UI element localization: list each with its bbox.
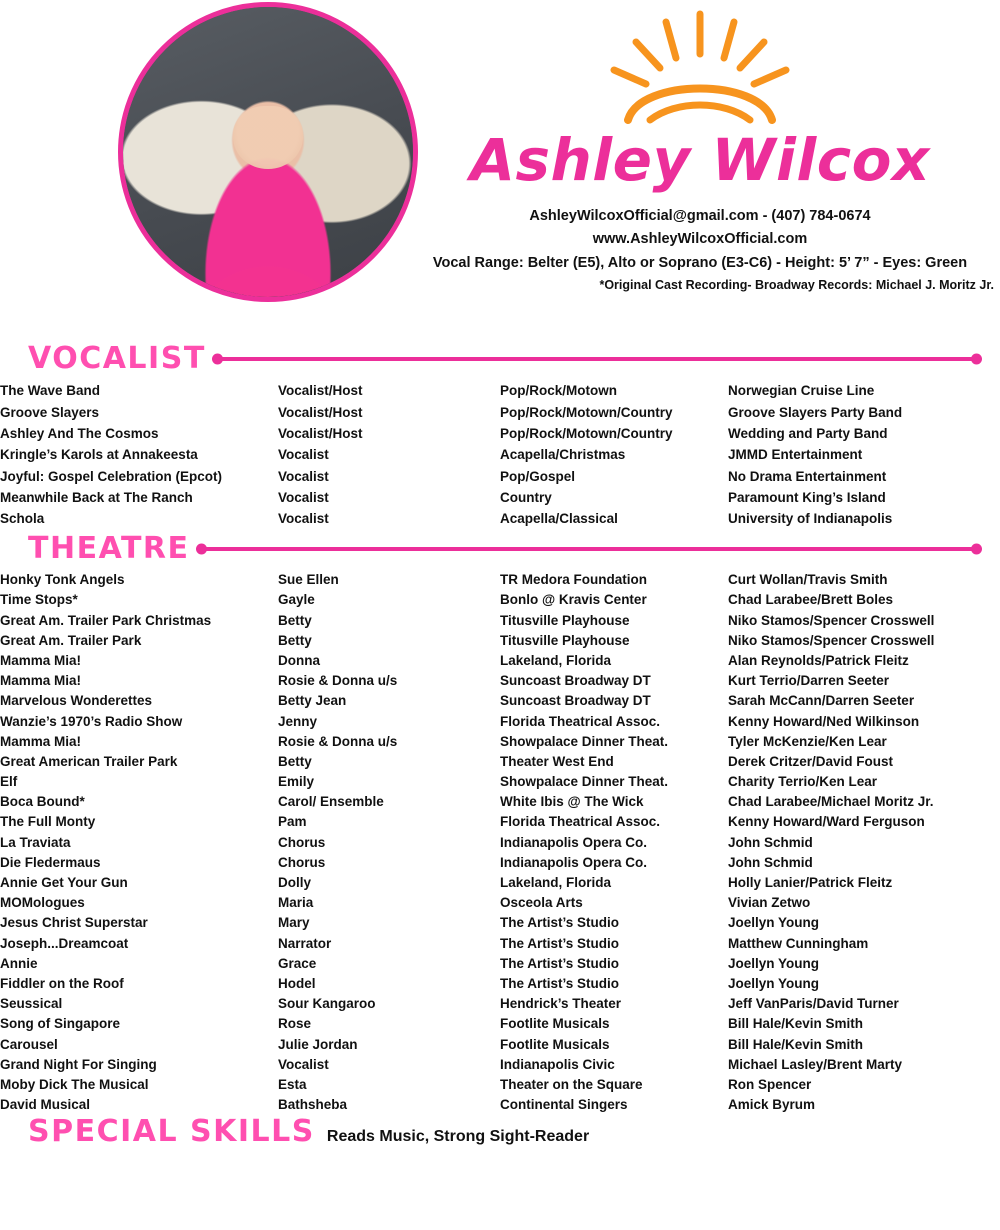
credit-role: Julie Jordan: [278, 1036, 358, 1052]
table-row: [0, 487, 1000, 508]
credit-venue: The Artist’s Studio: [500, 975, 620, 991]
credit-director: Niko Stamos/Spencer Crosswell: [728, 632, 935, 648]
table-row: [0, 953, 1000, 973]
table-row: [0, 792, 1000, 812]
credit-production: Joseph...Dreamcoat: [0, 935, 129, 951]
table-row: [0, 1095, 1000, 1115]
resume-header: [0, 0, 1000, 340]
credit-director: Holly Lanier/Patrick Fleitz: [728, 875, 893, 891]
credit-venue: Continental Singers: [500, 1097, 628, 1113]
section-theatre: [0, 530, 1000, 1115]
section-heading-vocalist: [0, 341, 1000, 376]
credit-director: Ron Spencer: [728, 1076, 812, 1092]
credit-production: The Full Monty: [0, 814, 96, 830]
credit-director: Niko Stamos/Spencer Crosswell: [728, 612, 935, 628]
sunburst-logo-icon: [580, 8, 820, 128]
table-row: [0, 913, 1000, 933]
credit-production: Moby Dick The Musical: [0, 1076, 149, 1092]
credit-production: Annie Get Your Gun: [0, 875, 128, 891]
credit-production: Jesus Christ Superstar: [0, 915, 148, 931]
credit-production: Marvelous Wonderettes: [0, 693, 153, 709]
credit-production: Mamma Mia!: [0, 652, 82, 668]
credit-production: Annie: [0, 955, 38, 971]
credit-company: Wedding and Party Band: [728, 425, 888, 441]
credit-genre: Country: [500, 490, 552, 506]
credit-venue: Florida Theatrical Assoc.: [500, 814, 661, 830]
credit-venue: White Ibis @ The Wick: [500, 794, 644, 810]
section-heading-theatre: [0, 530, 1000, 566]
headshot-image: [123, 7, 413, 297]
headshot-photo: [118, 2, 418, 302]
credit-production: Elf: [0, 774, 18, 790]
table-row: [0, 711, 1000, 731]
table-row: [0, 772, 1000, 792]
credit-role: Vocalist: [278, 447, 329, 463]
credit-role: Rosie & Donna u/s: [278, 733, 398, 749]
credit-genre: Acapella/Classical: [500, 511, 618, 527]
credit-venue: Titusville Playhouse: [500, 632, 630, 648]
table-row: [0, 590, 1000, 610]
credit-role: Betty Jean: [278, 693, 347, 709]
credit-production: Great Am. Trailer Park: [0, 632, 142, 648]
credit-role: Rose: [278, 1016, 312, 1032]
credit-company: University of Indianapolis: [728, 511, 893, 527]
table-row: [0, 893, 1000, 913]
credit-director: Alan Reynolds/Patrick Fleitz: [728, 652, 909, 668]
credit-director: Jeff VanParis/David Turner: [728, 996, 899, 1012]
credit-company: JMMD Entertainment: [728, 447, 863, 463]
credit-role: Betty: [278, 632, 312, 648]
table-row: [0, 751, 1000, 771]
credit-director: Joellyn Young: [728, 975, 820, 991]
credit-director: Curt Wollan/Travis Smith: [728, 572, 888, 588]
credit-director: Kurt Terrio/Darren Seeter: [728, 673, 890, 689]
credit-venue: Florida Theatrical Assoc.: [500, 713, 661, 729]
credit-director: Bill Hale/Kevin Smith: [728, 1016, 864, 1032]
table-row: [0, 444, 1000, 465]
credit-genre: Pop/Gospel: [500, 468, 576, 484]
credit-production: Seussical: [0, 996, 63, 1012]
credit-director: John Schmid: [728, 834, 813, 850]
table-row: [0, 933, 1000, 953]
performer-stats: Vocal Range: Belter (E5), Alto or Soprano (E3-C6) - Height: 5’ 7” - Eyes: Green: [432, 254, 968, 271]
credit-role: Betty: [278, 753, 312, 769]
credit-production: Honky Tonk Angels: [0, 572, 125, 588]
section-title-theatre: THEATRE: [28, 530, 190, 566]
credit-genre: Pop/Rock/Motown: [500, 383, 617, 399]
table-row: [0, 401, 1000, 422]
credit-role: Carol/ Ensemble: [278, 794, 384, 810]
credit-director: Charity Terrio/Ken Lear: [728, 774, 878, 790]
theatre-credits-table: [0, 570, 1000, 1115]
credit-production: Schola: [0, 511, 45, 527]
name-block: [400, 0, 1000, 296]
credit-director: Kenny Howard/Ward Ferguson: [728, 814, 925, 830]
table-row: [0, 650, 1000, 670]
credit-director: Chad Larabee/Michael Moritz Jr.: [728, 794, 934, 810]
credit-venue: Indianapolis Opera Co.: [500, 834, 648, 850]
table-row: [0, 731, 1000, 751]
credit-production: Groove Slayers: [0, 404, 100, 420]
credit-venue: Indianapolis Civic: [500, 1056, 615, 1072]
credit-role: Chorus: [278, 854, 326, 870]
credit-production: Meanwhile Back at The Ranch: [0, 490, 193, 506]
credit-venue: The Artist’s Studio: [500, 915, 620, 931]
credit-venue: Lakeland, Florida: [500, 652, 612, 668]
credit-role: Esta: [278, 1076, 307, 1092]
credit-company: No Drama Entertainment: [728, 468, 887, 484]
credit-role: Pam: [278, 814, 307, 830]
contact-block: [400, 205, 1000, 296]
credit-role: Vocalist: [278, 468, 329, 484]
credit-director: Joellyn Young: [728, 915, 820, 931]
credit-role: Vocalist: [278, 490, 329, 506]
section-divider: [200, 547, 978, 551]
credit-director: Tyler McKenzie/Ken Lear: [728, 733, 887, 749]
credit-venue: TR Medora Foundation: [500, 572, 647, 588]
credit-role: Jenny: [278, 713, 318, 729]
credit-venue: The Artist’s Studio: [500, 935, 620, 951]
credit-role: Betty: [278, 612, 312, 628]
credit-director: Sarah McCann/Darren Seeter: [728, 693, 915, 709]
credit-production: Boca Bound*: [0, 794, 85, 810]
credit-production: Fiddler on the Roof: [0, 975, 124, 991]
credit-production: Kringle’s Karols at Annakeesta: [0, 447, 198, 463]
special-skills-text: Reads Music, Strong Sight-Reader: [326, 1127, 590, 1145]
credit-production: The Wave Band: [0, 383, 101, 399]
credit-role: Gayle: [278, 592, 315, 608]
table-row: [0, 466, 1000, 487]
recording-note: *Original Cast Recording- Broadway Records: Michael J. Moritz Jr.: [599, 278, 994, 293]
credit-genre: Acapella/Christmas: [500, 447, 626, 463]
table-row: [0, 671, 1000, 691]
credit-director: Kenny Howard/Ned Wilkinson: [728, 713, 920, 729]
credit-production: Die Fledermaus: [0, 854, 101, 870]
section-vocalist: [0, 341, 1000, 530]
credit-production: Time Stops*: [0, 592, 78, 608]
credit-role: Vocalist/Host: [278, 404, 363, 420]
credit-venue: Footlite Musicals: [500, 1036, 610, 1052]
credit-venue: Theater on the Square: [500, 1076, 643, 1092]
credit-production: Mamma Mia!: [0, 733, 82, 749]
credit-venue: Footlite Musicals: [500, 1016, 610, 1032]
table-row: [0, 812, 1000, 832]
credit-director: Matthew Cunningham: [728, 935, 869, 951]
credit-role: Emily: [278, 774, 315, 790]
credit-role: Maria: [278, 895, 314, 911]
credit-director: Chad Larabee/Brett Boles: [728, 592, 894, 608]
page-title: Ashley Wilcox: [470, 126, 930, 194]
credit-company: Norwegian Cruise Line: [728, 383, 875, 399]
credit-role: Vocalist/Host: [278, 425, 363, 441]
section-title-special-skills: SPECIAL SKILLS: [28, 1113, 315, 1149]
credit-director: Vivian Zetwo: [728, 895, 811, 911]
credit-venue: Suncoast Broadway DT: [500, 673, 651, 689]
table-row: [0, 994, 1000, 1014]
credit-director: Derek Critzer/David Foust: [728, 753, 894, 769]
table-row: [0, 610, 1000, 630]
credit-production: Great American Trailer Park: [0, 753, 178, 769]
table-row: [0, 1074, 1000, 1094]
credit-genre: Pop/Rock/Motown/Country: [500, 404, 673, 420]
table-row: [0, 832, 1000, 852]
credit-production: Wanzie’s 1970’s Radio Show: [0, 713, 183, 729]
credit-venue: Showpalace Dinner Theat.: [500, 733, 669, 749]
table-row: [0, 1054, 1000, 1074]
credit-venue: The Artist’s Studio: [500, 955, 620, 971]
credit-role: Grace: [278, 955, 317, 971]
credit-venue: Hendrick’s Theater: [500, 996, 622, 1012]
credit-director: Michael Lasley/Brent Marty: [728, 1056, 903, 1072]
credit-venue: Showpalace Dinner Theat.: [500, 774, 669, 790]
contact-email-phone: AshleyWilcoxOfficial@gmail.com - (407) 784-0674: [529, 207, 871, 224]
credit-role: Vocalist: [278, 511, 329, 527]
credit-genre: Pop/Rock/Motown/Country: [500, 425, 673, 441]
credit-role: Bathsheba: [278, 1097, 348, 1113]
credit-venue: Suncoast Broadway DT: [500, 693, 651, 709]
credit-role: Vocalist: [278, 1056, 329, 1072]
credit-venue: Titusville Playhouse: [500, 612, 630, 628]
credit-company: Groove Slayers Party Band: [728, 404, 903, 420]
credit-production: Great Am. Trailer Park Christmas: [0, 612, 212, 628]
credit-venue: Indianapolis Opera Co.: [500, 854, 648, 870]
table-row: [0, 570, 1000, 590]
credit-production: MOMologues: [0, 895, 85, 911]
credit-role: Rosie & Donna u/s: [278, 673, 398, 689]
credit-production: Carousel: [0, 1036, 58, 1052]
credit-role: Chorus: [278, 834, 326, 850]
credit-director: John Schmid: [728, 854, 813, 870]
table-row: [0, 630, 1000, 650]
credit-role: Narrator: [278, 935, 332, 951]
table-row: [0, 508, 1000, 529]
table-row: [0, 1034, 1000, 1054]
credit-production: David Musical: [0, 1097, 91, 1113]
section-title-vocalist: VOCALIST: [28, 341, 206, 376]
credit-role: Vocalist/Host: [278, 383, 363, 399]
credit-role: Mary: [278, 915, 310, 931]
credit-role: Hodel: [278, 975, 316, 991]
contact-website: www.AshleyWilcoxOfficial.com: [592, 231, 808, 248]
credit-production: Joyful: Gospel Celebration (Epcot): [0, 468, 223, 484]
credit-production: Grand Night For Singing: [0, 1056, 157, 1072]
credit-production: Ashley And The Cosmos: [0, 425, 159, 441]
credit-production: Mamma Mia!: [0, 673, 82, 689]
credit-role: Sue Ellen: [278, 572, 339, 588]
credit-venue: Bonlo @ Kravis Center: [500, 592, 647, 608]
credit-venue: Osceola Arts: [500, 895, 583, 911]
credit-production: La Traviata: [0, 834, 71, 850]
credit-role: Donna: [278, 652, 320, 668]
vocalist-credits-table: [0, 380, 1000, 530]
credit-director: Joellyn Young: [728, 955, 820, 971]
section-divider: [216, 357, 978, 361]
credit-role: Sour Kangaroo: [278, 996, 376, 1012]
table-row: [0, 423, 1000, 444]
table-row: [0, 872, 1000, 892]
credit-production: Song of Singapore: [0, 1016, 120, 1032]
table-row: [0, 1014, 1000, 1034]
table-row: [0, 852, 1000, 872]
credit-venue: Lakeland, Florida: [500, 875, 612, 891]
section-special-skills: [0, 1113, 1000, 1149]
credit-role: Dolly: [278, 875, 312, 891]
credit-venue: Theater West End: [500, 753, 614, 769]
table-row: [0, 380, 1000, 401]
credit-director: Amick Byrum: [728, 1097, 816, 1113]
table-row: [0, 691, 1000, 711]
table-row: [0, 973, 1000, 993]
credit-company: Paramount King’s Island: [728, 490, 886, 506]
credit-director: Bill Hale/Kevin Smith: [728, 1036, 864, 1052]
